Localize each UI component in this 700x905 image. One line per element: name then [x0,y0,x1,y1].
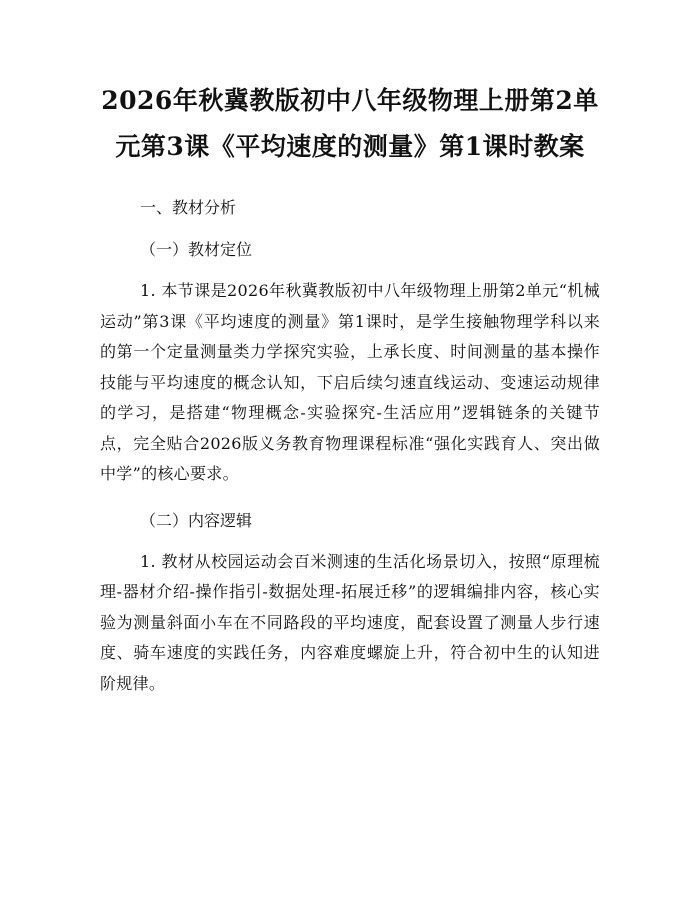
section-heading-teaching-material-analysis: 一、教材分析 [140,198,237,217]
paragraph-content-logic: 1. 教材从校园运动会百米测速的生活化场景切入，按照“原理梳理-器材介绍-操作指引-数据处理-拓展迁移”的逻辑编排内容，核心实验为测量斜面小车在不同路段的平均速度，配套设置了测量人步行速度、骑车速度的实践任务，内容难度螺旋上升，符合初中生的认知进阶规律。 [100,551,600,693]
paragraph-material-positioning: 1. 本节课是2026年秋冀教版初中八年级物理上册第2单元“机械运动”第3课《平均速度的测量》第1课时，是学生接触物理学科以来的第一个定量测量类力学探究实验，上承长度、时间测量的基本操作技能与平均速度的概念认知，下启后续匀速直线运动、变速运动规律的学习，是搭建“物理概念-实验探究-生活应用”逻辑链条的关键节点，完全贴合2026版义务教育物理课程标准“强化实践育人、突出做中学”的核心要求。 [100,281,600,483]
subsection-heading-material-positioning: （一）教材定位 [140,240,253,259]
subsection-heading-content-logic: （二）内容逻辑 [140,510,253,530]
document-title: 2026年秋冀教版初中八年级物理上册第2单元第3课《平均速度的测量》第1课时教案 [101,86,599,161]
